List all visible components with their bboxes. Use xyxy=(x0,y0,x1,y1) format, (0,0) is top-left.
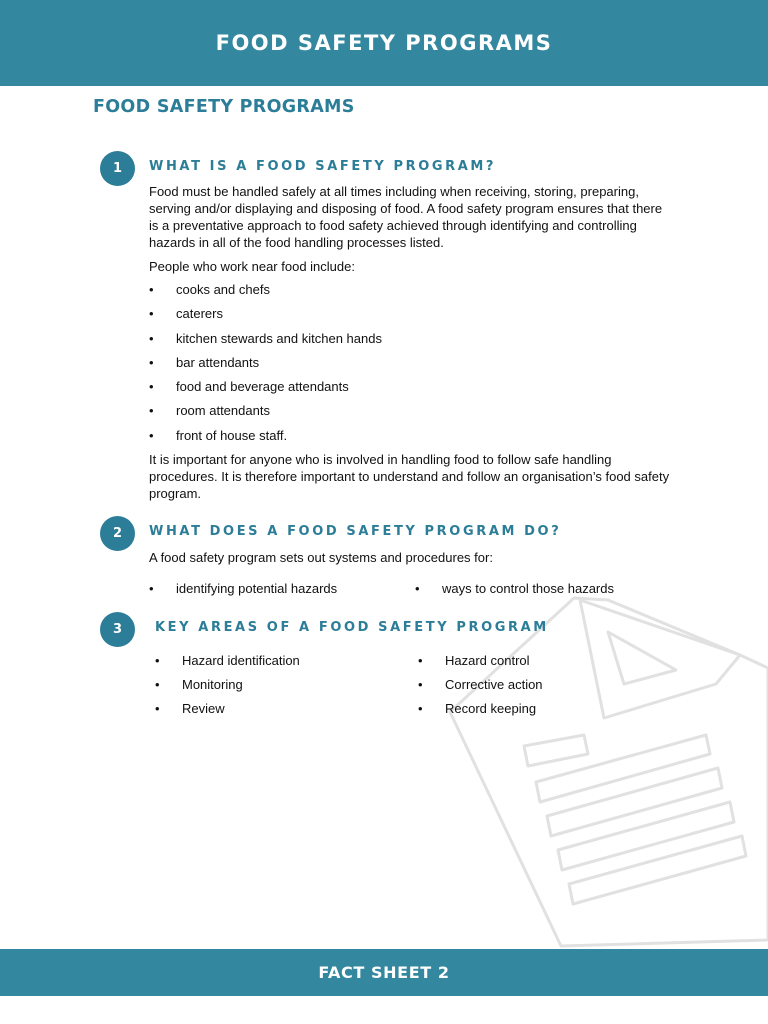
list-item: • Record keeping xyxy=(418,700,536,717)
section-1-list-intro: People who work near food include: xyxy=(149,259,355,274)
section-1-heading: WHAT IS A FOOD SAFETY PROGRAM? xyxy=(149,159,497,174)
list-item: • Hazard control xyxy=(418,652,530,669)
section-2-intro: A food safety program sets out systems and procedures for: xyxy=(149,550,493,565)
list-item: • Corrective action xyxy=(418,676,543,693)
document-title: FOOD SAFETY PROGRAMS xyxy=(93,97,355,117)
header-bar xyxy=(0,0,768,86)
list-item: • cooks and chefs xyxy=(149,281,382,305)
list-item: • food and beverage attendants xyxy=(149,378,382,402)
section-1-number: 1 xyxy=(100,151,135,186)
section-3-heading: KEY AREAS OF A FOOD SAFETY PROGRAM xyxy=(155,620,549,635)
list-item: • Monitoring xyxy=(155,676,243,693)
document-icon xyxy=(440,595,768,950)
list-item: • identifying potential hazards xyxy=(149,580,337,597)
list-item: • bar attendants xyxy=(149,354,382,378)
list-item: • ways to control those hazards xyxy=(415,580,614,597)
section-1-intro: Food must be handled safely at all times including when receiving, storing, preparing, serving and/or displaying and disposing of food. A food safety program ensures that there is a preventative approach to food safety achieved through identifying and controlling hazards in all of the food handling processes listed. xyxy=(149,184,663,250)
list-item: • front of house staff. xyxy=(149,427,382,451)
header-title: FOOD SAFETY PROGRAMS xyxy=(215,31,553,55)
section-2-heading: WHAT DOES A FOOD SAFETY PROGRAM DO? xyxy=(149,524,562,539)
section-2-number: 2 xyxy=(100,516,135,551)
list-item: • caterers xyxy=(149,305,382,329)
section-1-closing: It is important for anyone who is involved in handling food to follow safe handling procedures. It is therefore important to understand and follow an organisation’s food safety program. xyxy=(149,452,670,501)
footer-bar xyxy=(0,949,768,996)
section-3-number: 3 xyxy=(100,612,135,647)
list-item: • room attendants xyxy=(149,402,382,426)
list-item: • kitchen stewards and kitchen hands xyxy=(149,330,382,354)
list-item: • Hazard identification xyxy=(155,652,300,669)
people-list xyxy=(149,281,382,451)
list-item: • Review xyxy=(155,700,225,717)
footer-title: FACT SHEET 2 xyxy=(318,963,450,982)
